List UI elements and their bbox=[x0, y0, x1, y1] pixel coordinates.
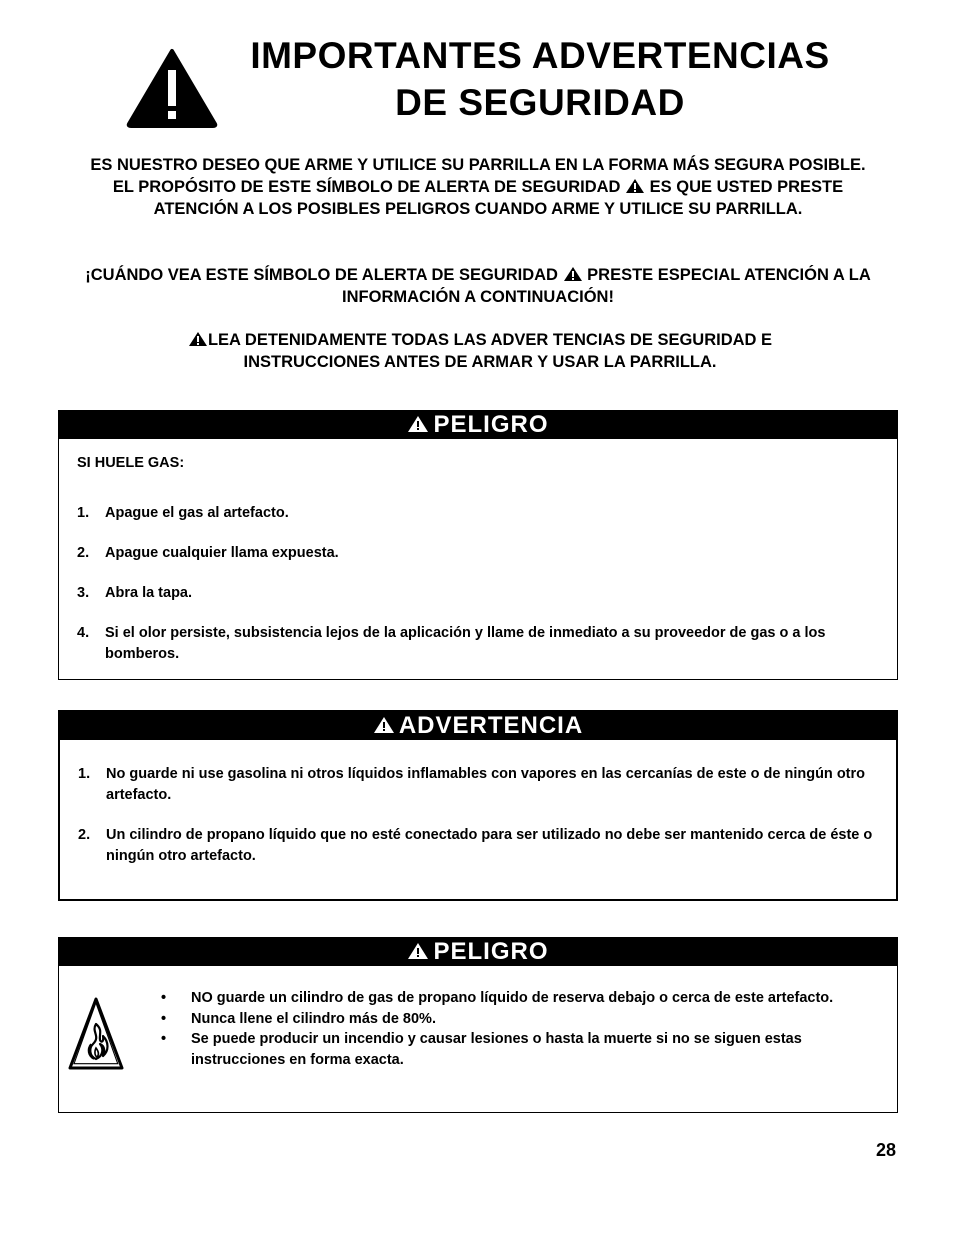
danger-box-header bbox=[59, 411, 897, 439]
list-item: • Se puede producir un incendio y causar lesiones o hasta la muerte si no se siguen estas instrucciones en forma exacta. bbox=[161, 1031, 802, 1068]
intro-paragraph-1 bbox=[80, 154, 876, 220]
intro-paragraph-2 bbox=[80, 264, 876, 308]
warning-box-title: ADVERTENCIA bbox=[398, 712, 584, 739]
propane-dangers bbox=[159, 988, 887, 1070]
danger-box-title: PELIGRO bbox=[433, 938, 549, 965]
intro-paragraph-3 bbox=[140, 329, 820, 373]
danger-box-header bbox=[59, 938, 897, 966]
warning-triangle-icon bbox=[126, 48, 218, 128]
warning-box-header bbox=[60, 712, 896, 740]
list-item: 2. Apague cualquier llama expuesta. bbox=[77, 545, 339, 561]
danger-box-gas-smell bbox=[58, 410, 898, 680]
list-item: 1. Apague el gas al artefacto. bbox=[77, 505, 289, 521]
title-line-1: IMPORTANTES ADVERTENCIAS bbox=[250, 35, 830, 76]
intro-p1-text-a: ES NUESTRO DESEO QUE ARME Y UTILICE SU PARRILLA EN LA FORMA MÁS SEGURA POSIBLE. EL PROPÓSITO DE ESTE SÍMBOLO DE ALERTA DE SEGURIDAD bbox=[90, 156, 866, 196]
intro-p2-text-b: PRESTE ESPECIAL ATENCIÓN A LA INFORMACIÓN A CONTINUACIÓN! bbox=[342, 266, 871, 306]
list-item: 3. Abra la tapa. bbox=[77, 585, 193, 601]
gas-smell-subheading: SI HUELE GAS: bbox=[77, 455, 185, 471]
list-item: • NO guarde un cilindro de gas de propano líquido de reserva debajo o cerca de este artefacto. bbox=[161, 990, 834, 1006]
title-line-2: DE SEGURIDAD bbox=[395, 82, 685, 123]
danger-box-title: PELIGRO bbox=[433, 411, 549, 438]
page-header bbox=[0, 30, 954, 140]
warning-triangle-icon bbox=[188, 331, 208, 347]
warning-triangle-icon bbox=[407, 415, 429, 433]
warning-triangle-icon bbox=[407, 942, 429, 960]
warning-box-flammables bbox=[58, 710, 898, 901]
flame-hazard-icon bbox=[67, 996, 125, 1074]
flammables-warnings bbox=[78, 764, 882, 867]
page-number: 28 bbox=[875, 1140, 896, 1160]
warning-triangle-icon bbox=[373, 716, 395, 734]
list-item: 2. Un cilindro de propano líquido que no esté conectado para ser utilizado no debe ser mantenido cerca de éste o ningún otro artefacto. bbox=[78, 827, 873, 864]
intro-p3-text: LEA DETENIDAMENTE TODAS LAS ADVER TENCIAS DE SEGURIDAD E INSTRUCCIONES ANTES DE ARMAR Y USAR LA PARRILLA. bbox=[207, 331, 773, 371]
list-item: • Nunca llene el cilindro más de 80%. bbox=[161, 1010, 436, 1027]
warning-triangle-icon bbox=[563, 266, 583, 282]
page-title bbox=[210, 32, 870, 126]
warning-triangle-icon bbox=[625, 178, 645, 194]
list-item: 1. No guarde ni use gasolina ni otros líquidos inflamables con vapores en las cercanías de este o de ningún otro artefacto. bbox=[78, 766, 866, 803]
gas-smell-steps bbox=[77, 503, 883, 665]
intro-p2-text-a: ¡CUÁNDO VEA ESTE SÍMBOLO DE ALERTA DE SEGURIDAD bbox=[85, 266, 558, 284]
danger-box-propane bbox=[58, 937, 898, 1113]
list-item: 4. Si el olor persiste, subsistencia lejos de la aplicación y llame de inmediato a su proveedor de gas o a los bomberos. bbox=[77, 625, 826, 662]
intro-p1-text-b: ES QUE USTED PRESTE ATENCIÓN A LOS POSIBLES PELIGROS CUANDO ARME Y UTILICE SU PARRILLA. bbox=[153, 178, 844, 218]
